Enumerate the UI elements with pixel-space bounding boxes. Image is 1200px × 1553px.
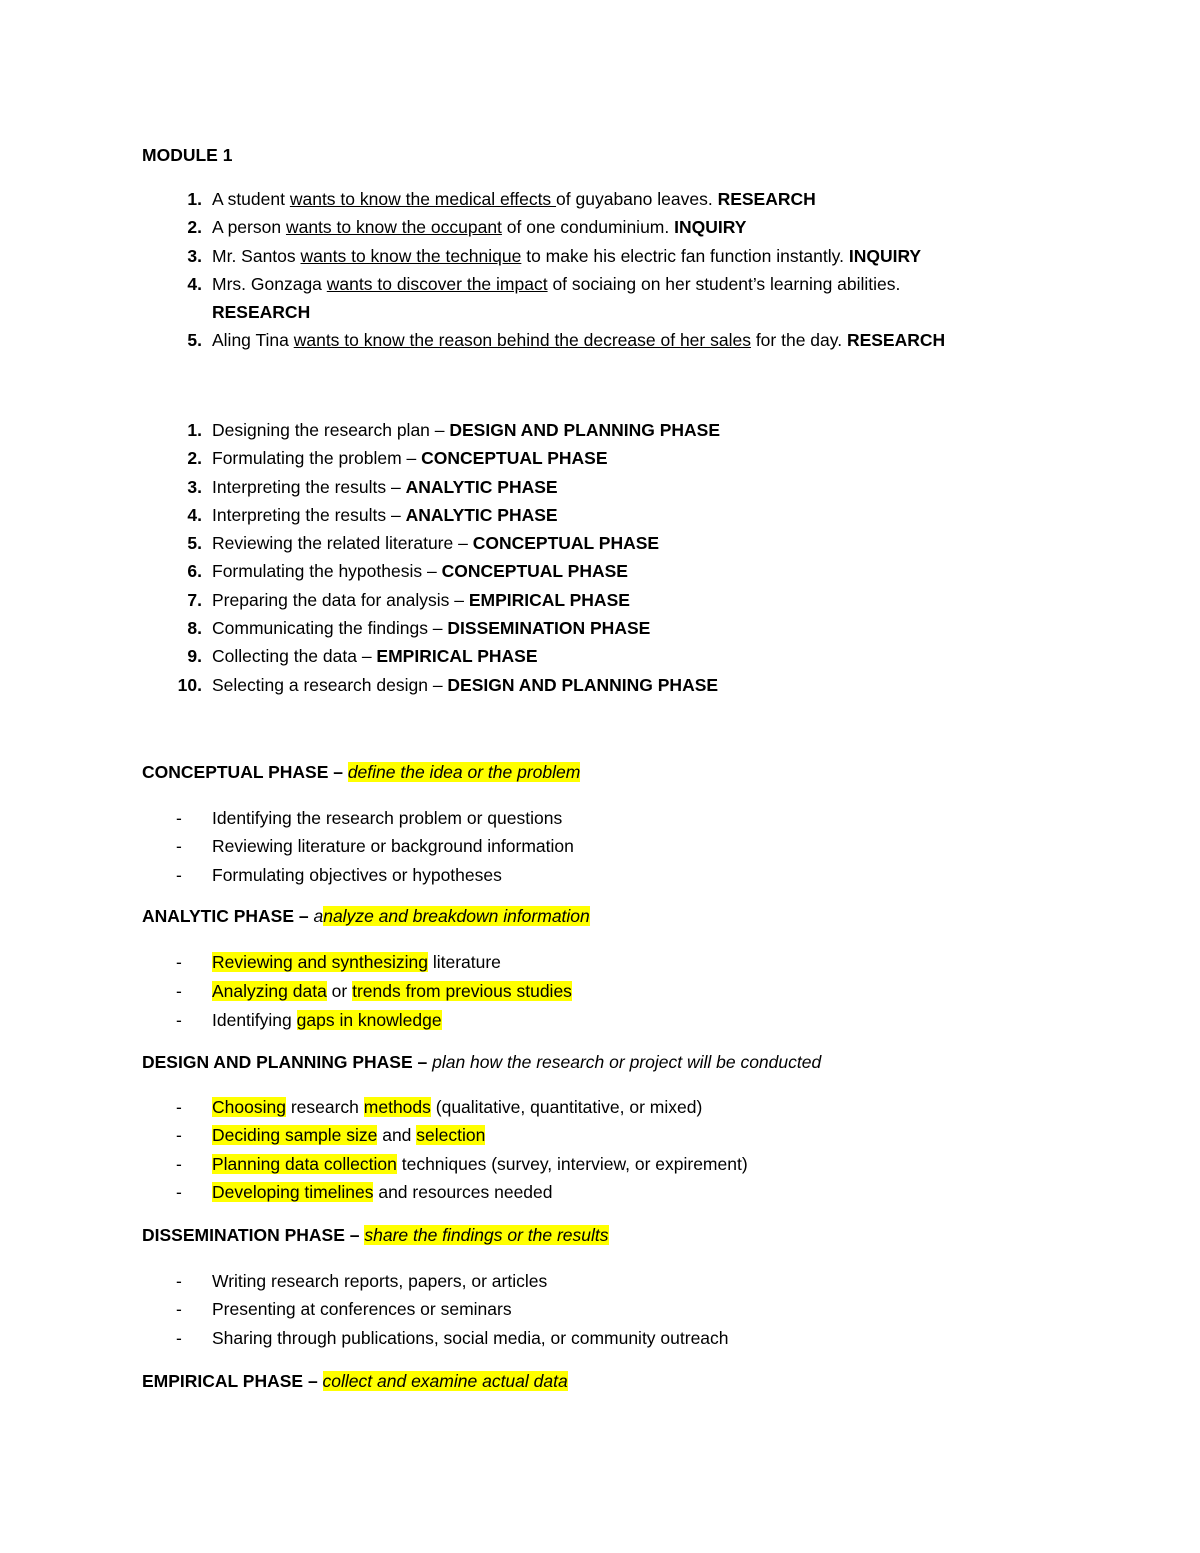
list-item: 2. A person wants to know the occupant of one conduminium. INQUIRY <box>142 213 1042 241</box>
list-item: 4. Mrs. Gonzaga wants to discover the impact of sociaing on her student’s learning abilities. RESEARCH <box>142 270 1032 327</box>
item-number: 1. <box>187 420 202 440</box>
item-number: 2. <box>187 448 202 469</box>
answer-tag: RESEARCH <box>846 330 946 351</box>
phase-label: DESIGN AND PLANNING PHASE <box>449 420 721 440</box>
research-inquiry-list <box>142 185 1042 355</box>
answer-tag: RESEARCH <box>212 302 311 323</box>
dissemination-phase-list <box>142 1267 1042 1352</box>
phase-label: CONCEPTUAL PHASE <box>472 533 660 554</box>
item-number: 5. <box>187 533 202 554</box>
design-planning-phase-list <box>142 1093 1042 1206</box>
list-item: 2. Formulating the problem – CONCEPTUAL PHASE <box>142 444 1042 472</box>
list-item: 8. Communicating the findings – DISSEMINATION PHASE <box>142 614 1042 642</box>
phase-label: ANALYTIC PHASE <box>405 504 558 525</box>
answer-tag: INQUIRY <box>848 245 922 266</box>
phase-label: CONCEPTUAL PHASE <box>441 561 628 582</box>
list-item: - Developing timelines and resources needed <box>176 1181 553 1202</box>
phase-label: CONCEPTUAL PHASE <box>421 448 608 469</box>
item-number: 8. <box>187 618 202 639</box>
list-item: - Planning data collection techniques (survey, interview, or expirement) <box>176 1153 748 1174</box>
list-item: 1. Designing the research plan – DESIGN AND PLANNING PHASE <box>142 416 1042 444</box>
phase-label: EMPIRICAL PHASE <box>468 589 630 610</box>
item-number: 2. <box>187 217 202 238</box>
phase-label: DESIGN AND PLANNING PHASE <box>447 674 719 695</box>
phase-definition: nalyze and breakdown information <box>323 906 590 926</box>
item-number: 9. <box>187 646 202 667</box>
item-number: 4. <box>187 504 202 525</box>
list-item: 3. Interpreting the results – ANALYTIC PHASE <box>142 473 1042 501</box>
answer-tag: INQUIRY <box>674 217 747 238</box>
list-item: - Deciding sample size and selection <box>176 1125 486 1146</box>
dissemination-phase-heading: DISSEMINATION PHASE – share the findings or the results <box>142 1225 609 1245</box>
answer-tag: RESEARCH <box>717 189 816 209</box>
phase-definition: share the findings or the results <box>364 1225 609 1245</box>
list-item: 1. A student wants to know the medical effects of guyabano leaves. RESEARCH <box>142 185 1042 213</box>
module-heading: MODULE 1 <box>142 145 233 165</box>
item-number: 3. <box>187 476 202 497</box>
list-item: 5. Reviewing the related literature – CONCEPTUAL PHASE <box>142 529 1042 557</box>
phase-label: DISSEMINATION PHASE <box>447 618 651 639</box>
empirical-phase-heading: EMPIRICAL PHASE – collect and examine actual data <box>142 1371 568 1391</box>
phase-definition: plan how the research or project will be conducted <box>432 1052 822 1072</box>
list-item: 4. Interpreting the results – ANALYTIC PHASE <box>142 501 1042 529</box>
list-item: - Identifying gaps in knowledge <box>176 1010 442 1031</box>
list-item: - Identifying the research problem or questions <box>176 808 563 828</box>
item-number: 5. <box>187 330 202 351</box>
phase-label: ANALYTIC PHASE <box>405 476 558 497</box>
conceptual-phase-heading: CONCEPTUAL PHASE – define the idea or the problem <box>142 762 581 782</box>
item-number: 7. <box>187 589 202 610</box>
analytic-phase-list <box>142 948 1042 1035</box>
item-number: 10. <box>177 674 202 695</box>
item-number: 3. <box>187 245 202 266</box>
item-number: 4. <box>187 273 202 294</box>
list-item: - Choosing research methods (qualitative, quantitative, or mixed) <box>176 1097 703 1117</box>
list-item: 6. Formulating the hypothesis – CONCEPTUAL PHASE <box>142 557 1042 585</box>
design-planning-phase-heading: DESIGN AND PLANNING PHASE – plan how the research or project will be conducted <box>142 1052 822 1072</box>
list-item: 7. Preparing the data for analysis – EMPIRICAL PHASE <box>142 586 1042 614</box>
list-item: - Analyzing data or trends from previous studies <box>176 981 572 1002</box>
list-item: 3. Mr. Santos wants to know the technique to make his electric fan function instantly. INQUIRY <box>142 242 1042 270</box>
analytic-phase-heading: ANALYTIC PHASE – analyze and breakdown information <box>142 906 590 926</box>
phase-label: EMPIRICAL PHASE <box>376 646 538 667</box>
research-phases-list <box>142 416 1042 699</box>
item-number: 1. <box>187 189 202 209</box>
phase-definition: define the idea or the problem <box>347 762 581 782</box>
list-item: 9. Collecting the data – EMPIRICAL PHASE <box>142 642 1042 670</box>
list-item: - Reviewing and synthesizing literature <box>176 952 501 972</box>
list-item: - Sharing through publications, social media, or community outreach <box>176 1327 729 1348</box>
list-item: - Presenting at conferences or seminars <box>176 1299 512 1320</box>
conceptual-phase-list <box>142 804 1042 889</box>
list-item: 10. Selecting a research design – DESIGN AND PLANNING PHASE <box>142 671 1042 699</box>
phase-definition: collect and examine actual data <box>322 1371 568 1391</box>
list-item: - Formulating objectives or hypotheses <box>176 864 502 885</box>
list-item: - Reviewing literature or background information <box>176 836 574 857</box>
list-item: 5. Aling Tina wants to know the reason behind the decrease of her sales for the day. RESEARCH <box>142 326 1042 354</box>
list-item: - Writing research reports, papers, or articles <box>176 1271 548 1291</box>
item-number: 6. <box>187 561 202 582</box>
